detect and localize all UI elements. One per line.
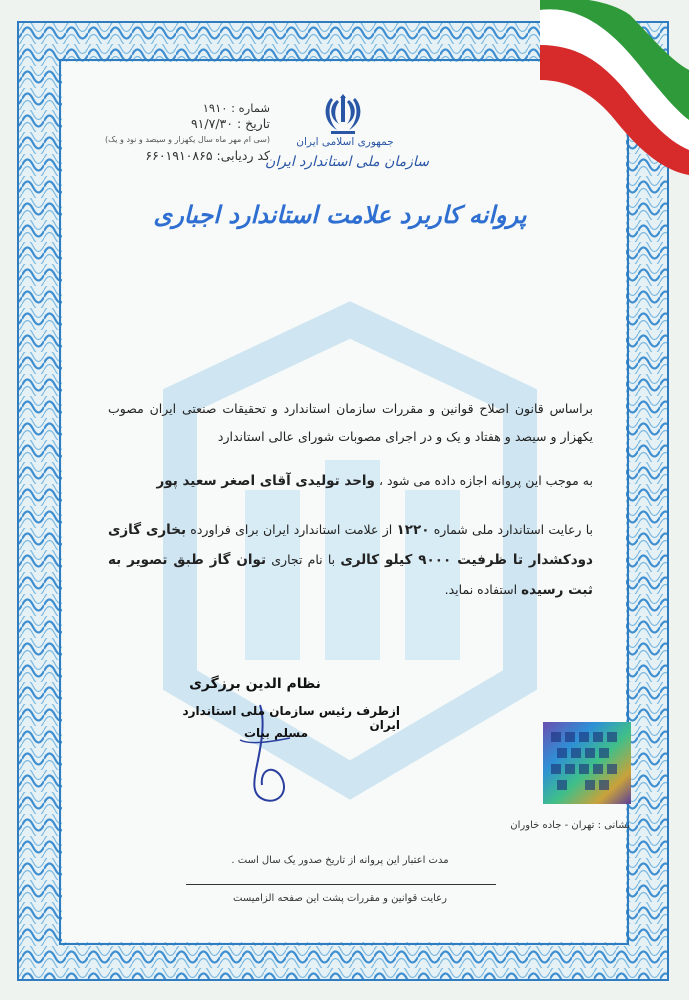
tracking-code: کد ردیابی: ۶۶۰۱۹۱۰۸۶۵ bbox=[145, 148, 270, 163]
validity-note: مدت اعتبار این پروانه از تاریخ صدور یک سال است . bbox=[231, 855, 449, 866]
iran-flag-icon bbox=[540, 0, 689, 175]
paragraph-permission bbox=[108, 470, 593, 492]
brand-name: توان گاز طبق تصویر به ثبت رسیده bbox=[108, 552, 593, 598]
signatory-role: ازطرف رئیس سازمان ملی استاندارد ایران bbox=[182, 704, 400, 732]
iran-emblem-icon bbox=[323, 92, 363, 136]
closing-text: استفاده نماید. bbox=[444, 582, 518, 597]
letter-number: شماره : ۱۹۱۰ bbox=[202, 101, 270, 115]
paragraph-product bbox=[108, 515, 593, 605]
signatory-name: نظام الدین برزگری bbox=[189, 676, 321, 692]
mark-text: از علامت استاندارد ایران برای فراورده bbox=[190, 522, 393, 537]
product-name: بخاری گازی دودکشدار تا ظرفیت ۹۰۰۰ کیلو کالری bbox=[108, 522, 593, 568]
government-name: جمهوری اسلامی ایران bbox=[296, 136, 394, 148]
divider-line bbox=[186, 884, 496, 885]
copy-signatory: مسلم بیات bbox=[243, 726, 309, 740]
producer-name: واحد تولیدی آقای اصغر سعید پور bbox=[156, 473, 375, 489]
hologram-seal-icon bbox=[543, 722, 631, 804]
paragraph-legal-basis: براساس قانون اصلاح قوانین و مقررات سازمان استاندارد و تحقیقات صنعتی ایران مصوب یکهزار و سیصد و هفتاد و یک و در اجرای مصوبات شورای عالی استاندارد bbox=[108, 401, 593, 444]
certificate-title: پروانه کاربرد علامت استاندارد اجباری bbox=[153, 200, 527, 229]
rules-note: رعایت قوانین و مقررات پشت این صفحه الزامیست bbox=[233, 893, 447, 904]
brand-label: با نام تجاری bbox=[271, 552, 336, 567]
letter-date-words: (سی ام مهر ماه سال یکهزار و سیصد و نود و یک) bbox=[105, 135, 270, 144]
address-text: نشانی : تهران - جاده خاوران bbox=[510, 820, 630, 831]
letter-date: تاریخ : ۹۱/۷/۳۰ bbox=[190, 116, 270, 131]
organization-name: سازمان ملی استاندارد ایران bbox=[265, 154, 429, 170]
permission-text: به موجب این پروانه اجازه داده می شود ، bbox=[378, 473, 593, 488]
standard-number: ۱۲۲۰ bbox=[396, 522, 430, 538]
standard-text: با رعایت استاندارد ملی شماره bbox=[433, 522, 593, 537]
letter-header-info bbox=[100, 100, 270, 164]
